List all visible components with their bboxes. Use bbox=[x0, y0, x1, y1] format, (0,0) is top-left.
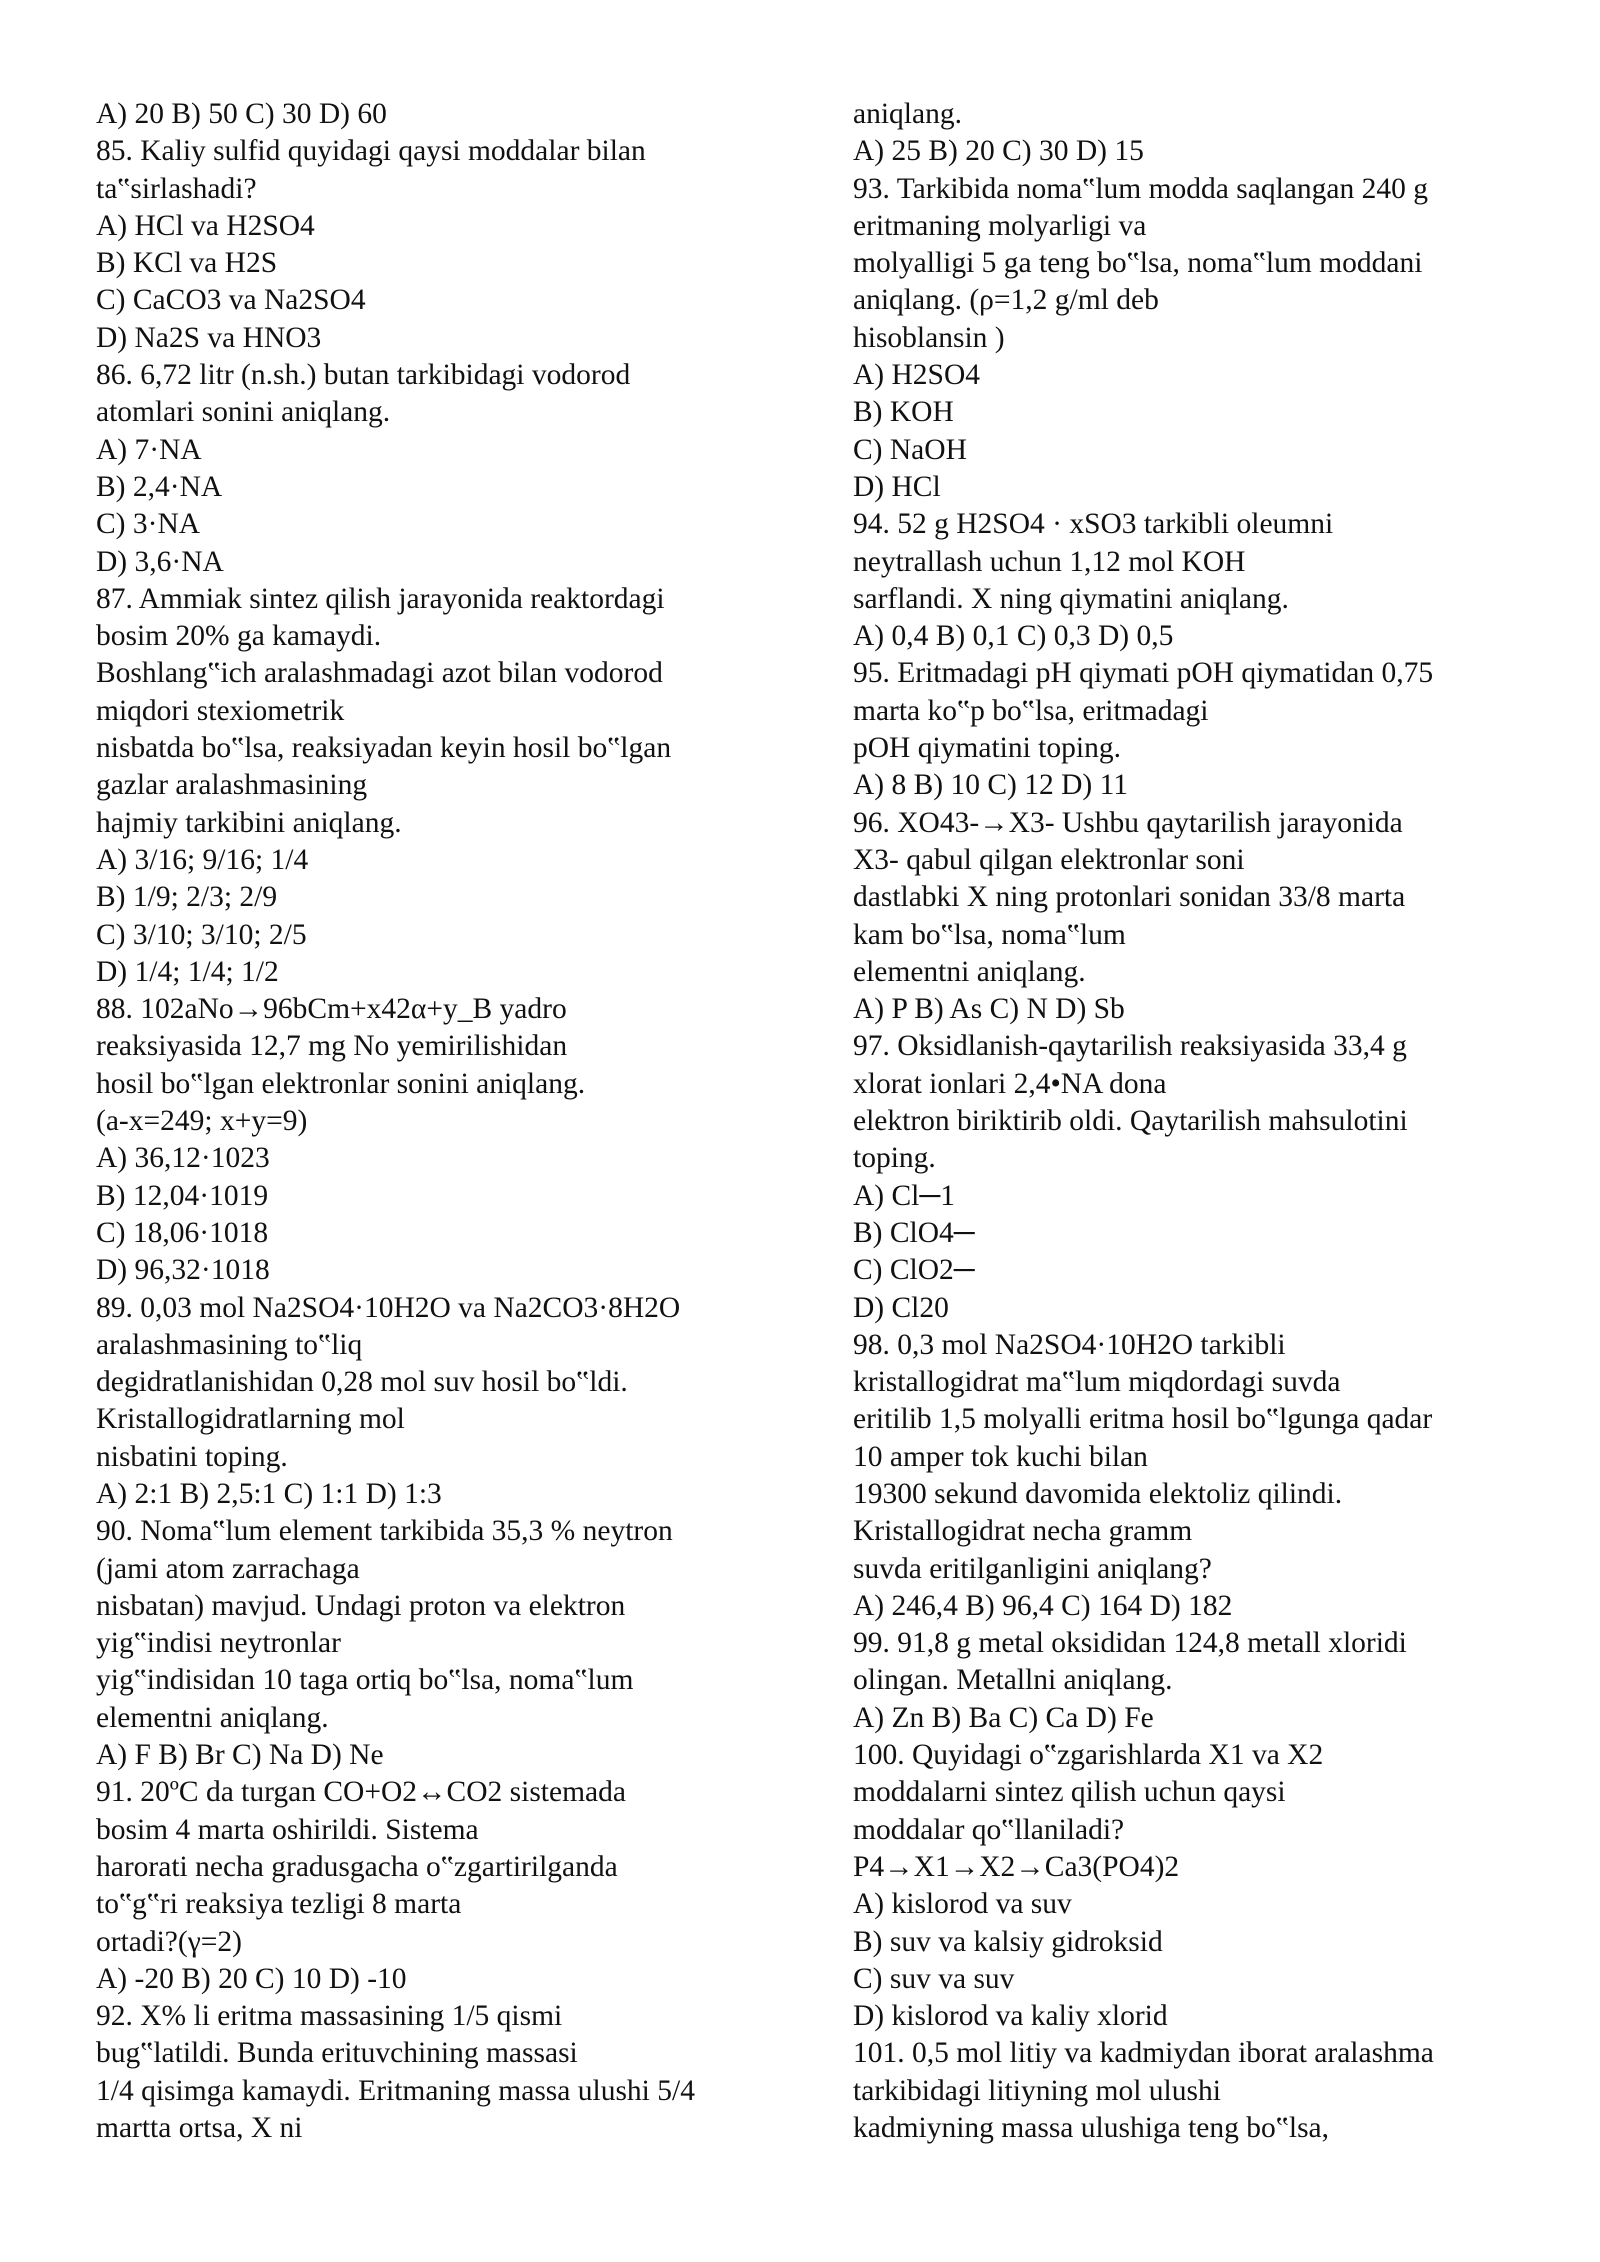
right-column-line: olingan. Metallni aniqlang. bbox=[853, 1664, 1173, 1697]
right-column-line: kam bo‟lsa, noma‟lum bbox=[853, 918, 1126, 951]
right-column-line: pOH qiymatini toping. bbox=[853, 732, 1121, 765]
left-column-line: C) 3/10; 3/10; 2/5 bbox=[96, 918, 307, 951]
left-column-line: 85. Kaliy sulfid quyidagi qaysi moddalar bilan bbox=[96, 135, 646, 168]
right-column-line: xlorat ionlari 2,4•NA dona bbox=[853, 1067, 1167, 1100]
left-column-line: C) 3·NA bbox=[96, 508, 201, 541]
right-column-line: D) Cl20 bbox=[853, 1291, 949, 1324]
left-column-line: bug‟latildi. Bunda erituvchining massasi bbox=[96, 2037, 578, 2070]
left-column-line: martta ortsa, X ni bbox=[96, 2112, 303, 2145]
right-column-line: 96. XO43-→X3- Ushbu qaytarilish jarayonida bbox=[853, 806, 1403, 839]
right-column-line: 97. Oksidlanish-qaytarilish reaksiyasida 33,4 g bbox=[853, 1030, 1407, 1063]
left-column-line: (jami atom zarrachaga bbox=[96, 1552, 360, 1585]
right-column bbox=[853, 96, 1573, 2147]
right-column-line: A) 0,4 B) 0,1 C) 0,3 D) 0,5 bbox=[853, 620, 1174, 653]
right-column-line: 98. 0,3 mol Na2SO4·10H2O tarkibli bbox=[853, 1328, 1286, 1361]
left-column-line: ta‟sirlashadi? bbox=[96, 172, 257, 205]
right-column-line: B) ClO4─ bbox=[853, 1216, 975, 1249]
left-column-line: A) 2:1 B) 2,5:1 C) 1:1 D) 1:3 bbox=[96, 1477, 442, 1510]
right-column-line: dastlabki X ning protonlari sonidan 33/8 marta bbox=[853, 881, 1406, 914]
right-column-line: B) suv va kalsiy gidroksid bbox=[853, 1925, 1163, 1958]
right-column-line: tarkibidagi litiyning mol ulushi bbox=[853, 2074, 1221, 2107]
left-column-line: C) 18,06·1018 bbox=[96, 1216, 269, 1249]
right-column-line: eritilib 1,5 molyalli eritma hosil bo‟lgunga qadar bbox=[853, 1403, 1433, 1436]
right-column-line: elektron biriktirib oldi. Qaytarilish mahsulotini bbox=[853, 1105, 1408, 1138]
right-column-line: sarflandi. X ning qiymatini aniqlang. bbox=[853, 582, 1289, 615]
right-column-line: A) H2SO4 bbox=[853, 359, 981, 392]
left-column-line: 86. 6,72 litr (n.sh.) butan tarkibidagi vodorod bbox=[96, 359, 631, 392]
left-column-line: A) -20 B) 20 C) 10 D) -10 bbox=[96, 1962, 407, 1995]
left-column-line: yig‟indisidan 10 taga ortiq bo‟lsa, noma‟lum bbox=[96, 1664, 634, 1697]
left-column-line: 89. 0,03 mol Na2SO4·10H2O va Na2CO3·8H2O bbox=[96, 1291, 681, 1324]
left-column-line: Boshlang‟ich aralashmadagi azot bilan vodorod bbox=[96, 657, 663, 690]
right-column-line: kristallogidrat ma‟lum miqdordagi suvda bbox=[853, 1366, 1341, 1399]
left-column-line: B) 12,04·1019 bbox=[96, 1179, 269, 1212]
right-column-line: C) suv va suv bbox=[853, 1962, 1015, 1995]
left-column-line: 90. Noma‟lum element tarkibida 35,3 % neytron bbox=[96, 1515, 673, 1548]
left-column-line: B) 1/9; 2/3; 2/9 bbox=[96, 881, 278, 914]
left-column-line: A) 36,12·1023 bbox=[96, 1142, 270, 1175]
right-column-line: 19300 sekund davomida elektoliz qilindi. bbox=[853, 1477, 1343, 1510]
right-column-line: 94. 52 g H2SO4 · xSO3 tarkibli oleumni bbox=[853, 508, 1334, 541]
left-column-line: B) 2,4·NA bbox=[96, 470, 223, 503]
right-column-line: molyalligi 5 ga teng bo‟lsa, noma‟lum moddani bbox=[853, 247, 1423, 280]
left-column-line: A) 3/16; 9/16; 1/4 bbox=[96, 843, 309, 876]
left-column-line: gazlar aralashmasining bbox=[96, 769, 368, 802]
left-column-line: hajmiy tarkibini aniqlang. bbox=[96, 806, 402, 839]
right-column-line: 100. Quyidagi o‟zgarishlarda X1 va X2 bbox=[853, 1739, 1324, 1772]
left-column-line: degidratlanishidan 0,28 mol suv hosil bo‟ldi. bbox=[96, 1366, 628, 1399]
right-column-line: neytrallash uchun 1,12 mol KOH bbox=[853, 545, 1246, 578]
left-column-line: D) Na2S va HNO3 bbox=[96, 321, 322, 354]
right-column-line: C) NaOH bbox=[853, 433, 967, 466]
right-column-line: A) kislorod va suv bbox=[853, 1888, 1072, 1921]
left-column-line: 92. X% li eritma massasining 1/5 qismi bbox=[96, 2000, 563, 2033]
left-column-line: A) 7·NA bbox=[96, 433, 202, 466]
left-column-line: C) CaCO3 va Na2SO4 bbox=[96, 284, 366, 317]
left-column-line: A) F B) Br C) Na D) Ne bbox=[96, 1739, 384, 1772]
left-column bbox=[96, 96, 816, 2147]
right-column-line: 95. Eritmadagi pH qiymati pOH qiymatidan 0,75 bbox=[853, 657, 1434, 690]
right-column-line: D) kislorod va kaliy xlorid bbox=[853, 2000, 1168, 2033]
right-column-line: X3- qabul qilgan elektronlar soni bbox=[853, 843, 1245, 876]
left-column-line: D) 1/4; 1/4; 1/2 bbox=[96, 955, 279, 988]
left-column-line: B) KCl va H2S bbox=[96, 247, 278, 280]
left-column-line: 1/4 qisimga kamaydi. Eritmaning massa ulushi 5/4 bbox=[96, 2074, 695, 2107]
left-column-line: aralashmasining to‟liq bbox=[96, 1328, 363, 1361]
left-column-line: A) 20 B) 50 C) 30 D) 60 bbox=[96, 98, 387, 130]
left-column-line: 87. Ammiak sintez qilish jarayonida reaktordagi bbox=[96, 582, 665, 615]
right-column-line: hisoblansin ) bbox=[853, 321, 1005, 354]
left-column-line: harorati necha gradusgacha o‟zgartirilganda bbox=[96, 1850, 618, 1883]
right-column-line: A) 246,4 B) 96,4 C) 164 D) 182 bbox=[853, 1589, 1233, 1622]
right-column-line: marta ko‟p bo‟lsa, eritmadagi bbox=[853, 694, 1209, 727]
left-column-line: 91. 20ºC da turgan CO+O2↔CO2 sistemada bbox=[96, 1776, 626, 1809]
left-column-line: yig‟indisi neytronlar bbox=[96, 1627, 341, 1660]
right-column-line: toping. bbox=[853, 1142, 936, 1175]
left-column-line: A) HCl va H2SO4 bbox=[96, 209, 315, 242]
left-column-line: elementni aniqlang. bbox=[96, 1701, 329, 1734]
left-column-line: to‟g‟ri reaksiya tezligi 8 marta bbox=[96, 1888, 462, 1921]
left-column-line: ortadi?(γ=2) bbox=[96, 1925, 242, 1958]
right-column-line: A) Cl─1 bbox=[853, 1179, 956, 1212]
right-column-line: moddalar qo‟llaniladi? bbox=[853, 1813, 1125, 1846]
left-column-line: reaksiyasida 12,7 mg No yemirilishidan bbox=[96, 1030, 568, 1063]
left-column-line: atomlari sonini aniqlang. bbox=[96, 396, 391, 429]
left-column-line: Kristallogidratlarning mol bbox=[96, 1403, 405, 1436]
right-column-line: 101. 0,5 mol litiy va kadmiydan iborat aralashma bbox=[853, 2037, 1434, 2070]
right-column-line: eritmaning molyarligi va bbox=[853, 209, 1147, 242]
right-column-line: aniqlang. (ρ=1,2 g/ml deb bbox=[853, 284, 1159, 317]
right-column-line: A) 8 B) 10 C) 12 D) 11 bbox=[853, 769, 1129, 802]
right-column-line: kadmiyning massa ulushiga teng bo‟lsa, bbox=[853, 2112, 1330, 2145]
right-column-line: A) P B) As C) N D) Sb bbox=[853, 993, 1125, 1026]
right-column-line: moddalarni sintez qilish uchun qaysi bbox=[853, 1776, 1286, 1809]
right-column-line: elementni aniqlang. bbox=[853, 955, 1086, 988]
left-column-line: miqdori stexiometrik bbox=[96, 694, 345, 727]
left-column-line: D) 96,32·1018 bbox=[96, 1254, 270, 1287]
right-column-line: 10 amper tok kuchi bilan bbox=[853, 1440, 1148, 1473]
left-column-line: hosil bo‟lgan elektronlar sonini aniqlang. bbox=[96, 1067, 586, 1100]
left-column-line: 88. 102aNo→96bCm+x42α+y_B yadro bbox=[96, 993, 567, 1026]
left-column-line: nisbatda bo‟lsa, reaksiyadan keyin hosil bo‟lgan bbox=[96, 732, 672, 765]
right-column-line: A) 25 B) 20 C) 30 D) 15 bbox=[853, 135, 1144, 168]
right-column-line: Kristallogidrat necha gramm bbox=[853, 1515, 1193, 1548]
right-column-line: B) KOH bbox=[853, 396, 954, 429]
left-column-line: (a-x=249; x+y=9) bbox=[96, 1105, 308, 1138]
left-column-line: D) 3,6·NA bbox=[96, 545, 224, 578]
right-column-line: 93. Tarkibida noma‟lum modda saqlangan 240 g bbox=[853, 172, 1428, 205]
right-column-line: P4→X1→X2→Ca3(PO4)2 bbox=[853, 1850, 1180, 1883]
right-column-line: aniqlang. bbox=[853, 98, 962, 130]
left-column-line: nisbatini toping. bbox=[96, 1440, 288, 1473]
left-column-line: bosim 4 marta oshirildi. Sistema bbox=[96, 1813, 479, 1846]
right-column-line: A) Zn B) Ba C) Ca D) Fe bbox=[853, 1701, 1154, 1734]
right-column-line: C) ClO2─ bbox=[853, 1254, 975, 1287]
right-column-line: suvda eritilganligini aniqlang? bbox=[853, 1552, 1212, 1585]
left-column-line: bosim 20% ga kamaydi. bbox=[96, 620, 382, 653]
right-column-line: D) HCl bbox=[853, 470, 941, 503]
right-column-line: 99. 91,8 g metal oksididan 124,8 metall xloridi bbox=[853, 1627, 1407, 1660]
left-column-line: nisbatan) mavjud. Undagi proton va elektron bbox=[96, 1589, 626, 1622]
